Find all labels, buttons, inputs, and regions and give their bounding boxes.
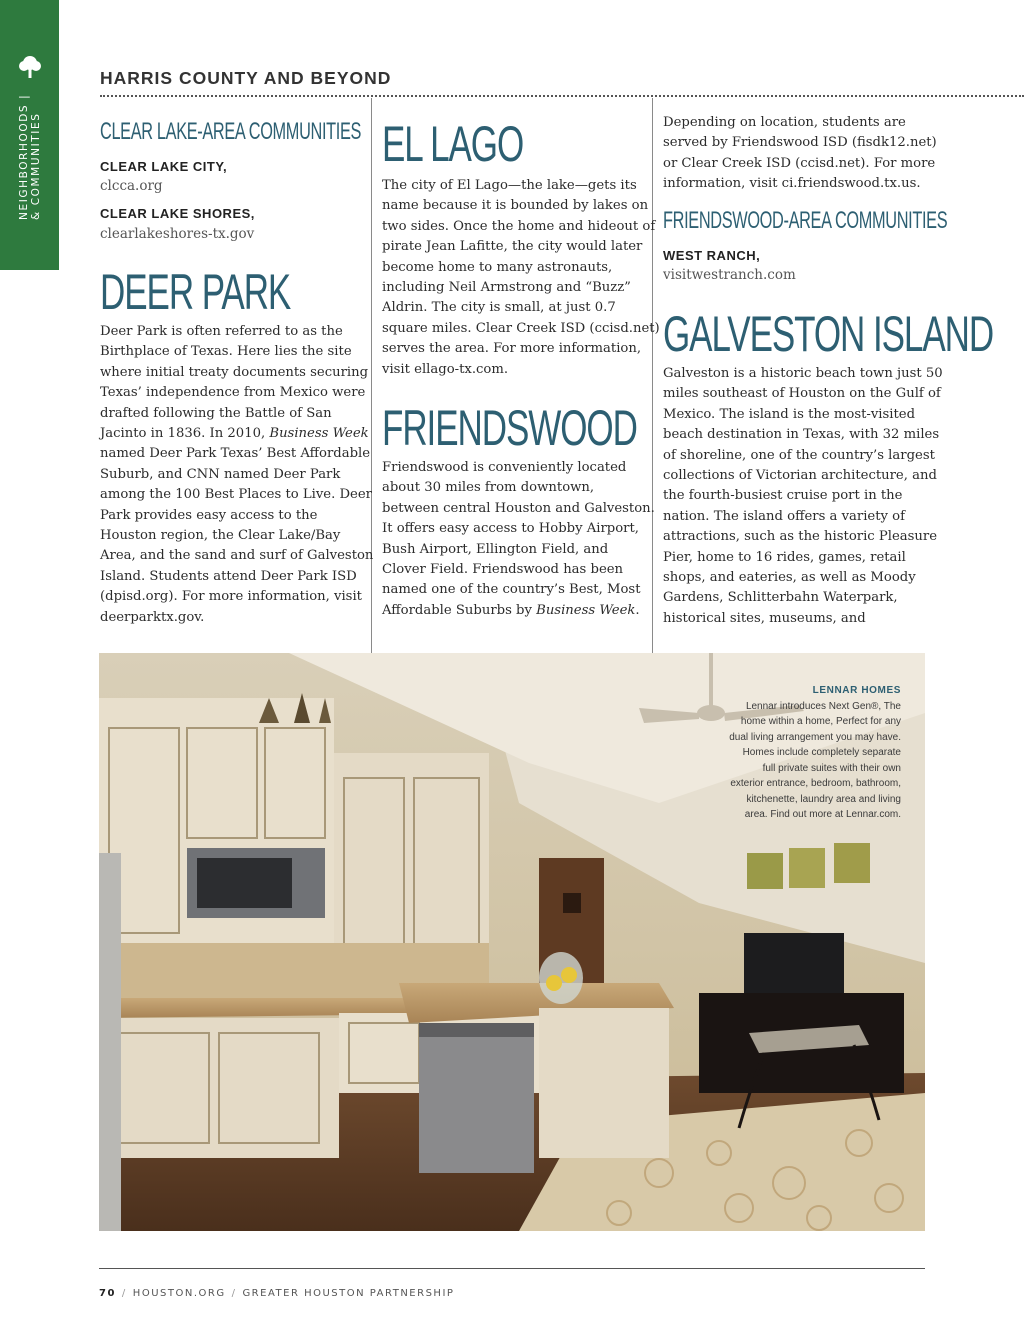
text-fragment: Affordable Suburbs by: [382, 602, 537, 618]
text-line: two sides. Once the home and hideout of: [382, 218, 656, 234]
text-line: miles southeast of Houston on the Gulf of: [663, 386, 941, 402]
text-line: shops, and eateries, as well as Moody: [663, 570, 916, 586]
text-line: It offers easy access to Hobby Airport,: [382, 521, 639, 537]
text-line: The city of El Lago—the lake—gets its: [382, 178, 637, 193]
text-line: Mexico. The island is the most-visited: [663, 406, 916, 422]
friendswood-heading: FRIENDSWOOD: [382, 400, 637, 456]
publication-name: Business Week: [536, 602, 636, 618]
footer-separator: /: [121, 1288, 127, 1299]
footer-org: GREATER HOUSTON PARTNERSHIP: [242, 1288, 455, 1299]
text-line: about 30 miles from downtown,: [382, 480, 595, 496]
dotted-divider: [100, 95, 1024, 97]
text-line: served by Friendswood ISD (fisdk12.net): [663, 135, 937, 151]
text-line: Park provides easy access to the: [100, 507, 318, 523]
text-line: of shoreline, one of the country’s largest: [663, 447, 935, 463]
clear-lake-heading: CLEAR LAKE-AREA COMMUNITIES: [100, 118, 362, 145]
text-line: Deer Park is often referred to as the: [100, 324, 343, 339]
text-line: Island. Students attend Deer Park ISD: [100, 568, 357, 584]
text-line: nation. The island offers a variety of: [663, 508, 905, 524]
text-line: information, visit ci.friendswood.tx.us.: [663, 176, 921, 192]
footer-divider: [99, 1268, 925, 1269]
text-line: where initial treaty documents securing: [100, 364, 369, 380]
text-line: name because it is bounded by lakes on: [382, 198, 649, 214]
text-line: Bush Airport, Ellington Field, and: [382, 541, 609, 557]
text-line: historical sites, museums, and: [663, 610, 866, 626]
entry-link[interactable]: clearlakeshores-tx.gov: [100, 226, 255, 242]
entry-name: CLEAR LAKE SHORES,: [100, 206, 255, 221]
text-line: Clover Field. Friendswood has been: [382, 562, 624, 578]
footer-site: HOUSTON.ORG: [132, 1288, 226, 1299]
entry-name: WEST RANCH,: [663, 248, 761, 263]
text-line: Gardens, Schlitterbahn Waterpark,: [663, 590, 898, 606]
el-lago-body: [382, 176, 660, 380]
text-line: square miles. Clear Creek ISD (ccisd.net): [382, 320, 660, 336]
text-line: become home to many astronauts,: [382, 259, 613, 275]
text-line: Galveston is a historic beach town just 50: [663, 366, 943, 381]
text-fragment: Jacinto in 1836. In 2010,: [100, 426, 270, 442]
friendswood-area-heading: FRIENDSWOOD-AREA COMMUNITIES: [663, 207, 948, 234]
section-side-tab: [0, 0, 59, 270]
entry-name: CLEAR LAKE CITY,: [100, 159, 228, 174]
text-line: Area, and the sand and surf of Galveston: [100, 548, 374, 564]
publication-name: Business Week: [269, 426, 369, 442]
caption-line: Homes include completely separate: [742, 747, 901, 758]
page-title: HARRIS COUNTY AND BEYOND: [100, 68, 392, 88]
caption-title: LENNAR HOMES: [812, 685, 901, 696]
text-fragment: .: [635, 602, 640, 618]
text-line: [100, 424, 373, 444]
caption-line: exterior entrance, bedroom, bathroom,: [730, 778, 901, 789]
caption-line: area. Find out more at Lennar.com.: [744, 809, 901, 820]
footer-separator: /: [231, 1288, 237, 1299]
section-label-line2: & COMMUNITIES: [30, 112, 42, 220]
text-line: named one of the country’s Best, Most: [382, 582, 641, 598]
text-line: Depending on location, students are: [663, 115, 906, 130]
galveston-heading: GALVESTON ISLAND: [663, 306, 994, 362]
text-line: [382, 601, 655, 621]
caption-line: home within a home, Perfect for any: [740, 716, 901, 727]
caption-line: dual living arrangement you may have.: [729, 731, 901, 743]
entry-link[interactable]: clcca.org: [100, 178, 163, 194]
text-line: Birthplace of Texas. Here lies the site: [100, 344, 352, 360]
section-label-line1: NEIGHBORHOODS |: [18, 93, 30, 220]
text-line: Aldrin. The city is small, at just 0.7: [382, 300, 616, 316]
text-line: collections of Victorian architecture, and: [663, 468, 937, 484]
text-line: visit ellago-tx.com.: [382, 361, 509, 377]
friendswood-body: [382, 458, 655, 621]
text-line: Friendswood is conveniently located: [382, 460, 627, 475]
text-line: Pier, home to 16 rides, games, retail: [663, 549, 906, 565]
text-line: serves the area. For more information,: [382, 341, 642, 357]
photo-caption: [701, 683, 901, 823]
text-line: Texas’ independence from Mexico were: [100, 385, 366, 401]
text-line: including Neil Armstrong and “Buzz”: [382, 280, 631, 296]
text-line: the fourth-busiest cruise port in the: [663, 488, 903, 504]
deer-park-body: [100, 322, 373, 628]
text-line: Houston region, the Clear Lake/Bay: [100, 528, 341, 544]
galveston-body: [663, 364, 943, 629]
text-line: (dpisd.org). For more information, visit: [100, 589, 362, 605]
text-line: deerparktx.gov.: [100, 609, 205, 625]
text-line: between central Houston and Galveston.: [382, 500, 655, 516]
deer-park-heading: DEER PARK: [100, 264, 291, 320]
text-line: attractions, such as the historic Pleasure: [663, 529, 938, 545]
el-lago-heading: EL LAGO: [382, 116, 524, 172]
text-line: named Deer Park Texas’ Best Affordable: [100, 446, 371, 462]
section-label: [18, 0, 42, 220]
kitchen-photo: [99, 653, 925, 1231]
text-line: beach destination in Texas, with 32 miles: [663, 427, 940, 443]
caption-line: Lennar introduces Next Gen®, The: [745, 700, 901, 712]
page-footer: [99, 1288, 454, 1299]
caption-line: kitchenette, laundry area and living: [746, 793, 901, 805]
text-line: pirate Jean Lafitte, the city would later: [382, 239, 643, 255]
text-line: or Clear Creek ISD (ccisd.net). For more: [663, 155, 936, 171]
caption-line: full private suites with their own: [762, 762, 901, 774]
text-line: Suburb, and CNN named Deer Park: [100, 466, 341, 482]
friendswood-continued: [663, 113, 937, 195]
text-line: drafted following the Battle of San: [100, 405, 332, 421]
text-line: among the 100 Best Places to Live. Deer: [100, 487, 372, 503]
page-number: 70: [99, 1288, 116, 1299]
entry-link[interactable]: visitwestranch.com: [663, 267, 796, 283]
